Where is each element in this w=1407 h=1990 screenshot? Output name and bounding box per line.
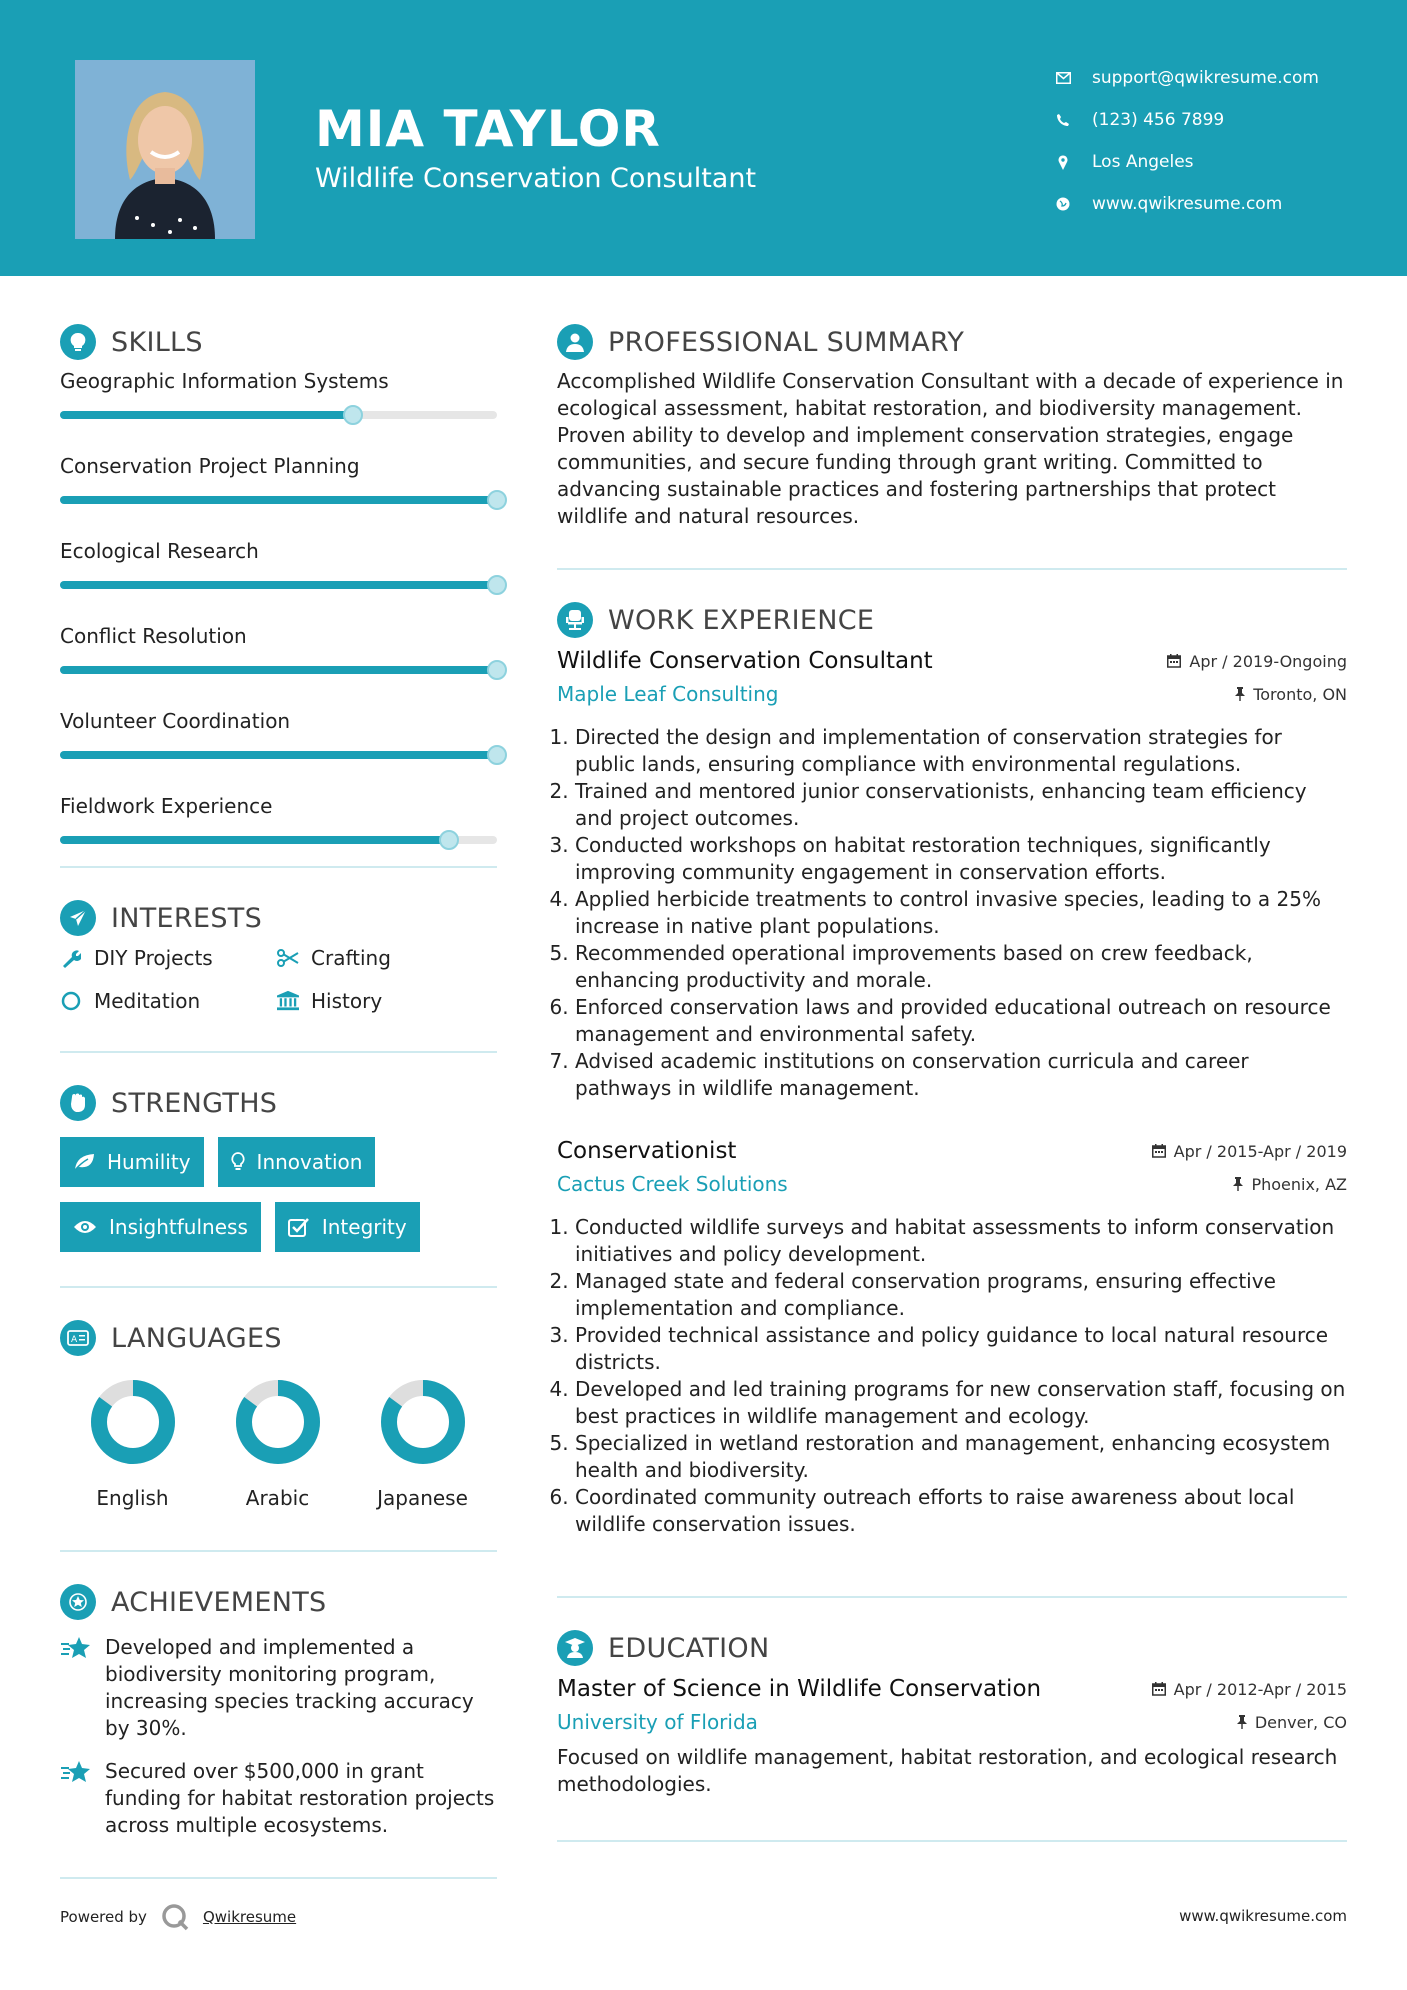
section-divider (557, 1840, 1347, 1842)
map-pin-icon (1055, 154, 1071, 170)
interests-list (60, 946, 497, 1013)
language-item (205, 1378, 350, 1510)
contact-website[interactable] (1055, 183, 1319, 225)
job-title: Wildlife Conservation Consultant (557, 648, 933, 674)
qwikresume-logo-icon (161, 1903, 189, 1931)
achievements-heading (60, 1582, 497, 1622)
strengths-heading (60, 1083, 497, 1123)
job-location-text: Toronto, ON (1253, 684, 1347, 704)
calendar-icon (1152, 1682, 1166, 1696)
skill-bar (60, 666, 497, 674)
language-level-donut (379, 1378, 467, 1466)
skill-item (60, 451, 497, 504)
language-item (60, 1378, 205, 1510)
job-duties (557, 724, 1347, 1102)
profile-photo (75, 60, 255, 239)
strength-label: Humility (107, 1150, 191, 1174)
skill-item (60, 706, 497, 759)
job-date-text: Apr / 2015-Apr / 2019 (1173, 1141, 1347, 1161)
svg-text:A: A (71, 1335, 78, 1345)
skill-item (60, 791, 497, 844)
education-date-text: Apr / 2012-Apr / 2015 (1173, 1679, 1347, 1699)
skill-label: Fieldwork Experience (60, 794, 273, 818)
job-title: Conservationist (557, 1138, 737, 1164)
job-duties (557, 1214, 1347, 1538)
star-badge-icon (60, 1584, 96, 1620)
leaf-icon (73, 1153, 95, 1171)
strengths-list (60, 1137, 480, 1252)
job-company: Maple Leaf Consulting (557, 682, 779, 706)
job-location-text: Phoenix, AZ (1251, 1174, 1347, 1194)
interest-label: DIY Projects (94, 946, 213, 970)
achievement-item (60, 1758, 497, 1839)
candidate-name: MIA TAYLOR (315, 100, 661, 158)
globe-icon (1055, 196, 1071, 212)
office-chair-icon (557, 602, 593, 638)
skill-bar-fill (60, 751, 497, 759)
duty-item: 5. Recommended operational improvements based on crew feedback, enhancing productivity and morale. (575, 940, 1347, 994)
skill-bar-knob (487, 575, 507, 595)
strength-label: Insightfulness (109, 1215, 248, 1239)
duty-item: 4. Applied herbicide treatments to control invasive species, leading to a 25% increase in native plant populations. (575, 886, 1347, 940)
skill-bar (60, 751, 497, 759)
language-label: English (96, 1486, 169, 1510)
language-level-donut (234, 1378, 322, 1466)
education-description: Focused on wildlife management, habitat restoration, and ecological research methodologies. (557, 1745, 1338, 1796)
duty-item: 5. Specialized in wetland restoration and management, enhancing ecosystem health and biodiversity. (575, 1430, 1347, 1484)
interest-item (60, 989, 277, 1013)
section-divider (60, 1877, 497, 1879)
section-divider (557, 568, 1347, 570)
skill-bar (60, 411, 497, 419)
interest-label: Crafting (311, 946, 391, 970)
interest-label: Meditation (94, 989, 201, 1013)
interests-title: INTERESTS (111, 902, 263, 934)
interest-item (277, 946, 477, 970)
museum-icon (277, 990, 299, 1012)
language-icon (60, 1320, 96, 1356)
user-icon (557, 324, 593, 360)
pushpin-icon (1236, 1715, 1248, 1729)
contact-email-text: support@qwikresume.com (1092, 68, 1319, 88)
strengths-title: STRENGTHS (111, 1087, 278, 1119)
achievement-text: Developed and implemented a biodiversity monitoring program, increasing species tracking accuracy by 30%. (105, 1635, 474, 1740)
section-divider (557, 1596, 1347, 1598)
circle-icon (60, 990, 82, 1012)
skill-label: Volunteer Coordination (60, 709, 291, 733)
skill-label: Conflict Resolution (60, 624, 247, 648)
fist-icon (60, 1085, 96, 1121)
skill-item (60, 621, 497, 674)
language-label: Japanese (377, 1486, 468, 1510)
phone-icon (1055, 112, 1071, 128)
calendar-icon (1167, 654, 1181, 668)
skill-bar-knob (343, 405, 363, 425)
summary-text: Accomplished Wildlife Conservation Consultant with a decade of experience in ecological assessment, habitat restoration, and biodiversity management. Proven ability to develop and implement conservation strategies, engage communities, and secure funding through grant writing. Committed to advancing sustainable practices and fostering partnerships that protect wildlife and natural resources. (557, 369, 1344, 528)
calendar-icon (1152, 1144, 1166, 1158)
lightbulb-icon (60, 324, 96, 360)
summary-heading (557, 322, 1347, 362)
job-location (1234, 685, 1347, 704)
education-heading (557, 1628, 1347, 1668)
graduate-icon (557, 1630, 593, 1666)
skill-label: Conservation Project Planning (60, 454, 360, 478)
contact-email[interactable] (1055, 57, 1319, 99)
powered-by-label: Powered by (60, 1908, 147, 1926)
pushpin-icon (1232, 1177, 1244, 1191)
star-icon (60, 1758, 90, 1839)
skill-bar (60, 496, 497, 504)
duty-item: 4. Developed and led training programs for new conservation staff, focusing on best practices in wildlife management and ecology. (575, 1376, 1347, 1430)
languages-title: LANGUAGES (111, 1322, 282, 1354)
powered-by (60, 1903, 296, 1931)
header-banner (0, 0, 1407, 276)
skills-list (60, 366, 497, 844)
achievement-item (60, 1634, 497, 1742)
skills-heading (60, 322, 497, 362)
skill-bar-knob (487, 660, 507, 680)
section-divider (60, 1550, 497, 1552)
skill-label: Geographic Information Systems (60, 369, 389, 393)
duty-item: 6. Coordinated community outreach efforts to raise awareness about local wildlife conservation issues. (575, 1484, 1347, 1538)
skills-title: SKILLS (111, 326, 203, 358)
skill-bar-fill (60, 666, 497, 674)
skill-bar-fill (60, 836, 449, 844)
skill-bar-knob (487, 745, 507, 765)
language-item (350, 1378, 495, 1510)
strength-label: Innovation (256, 1150, 363, 1174)
section-divider (60, 1051, 497, 1053)
job-date (1152, 1142, 1347, 1161)
contact-location (1055, 141, 1319, 183)
interest-item (60, 946, 277, 970)
strength-chip (275, 1202, 420, 1252)
star-icon (60, 1634, 90, 1742)
education-date (1152, 1680, 1347, 1699)
left-column (60, 322, 497, 1909)
languages-heading (60, 1318, 497, 1358)
strength-chip (218, 1137, 376, 1187)
skill-label: Ecological Research (60, 539, 259, 563)
candidate-role: Wildlife Conservation Consultant (315, 163, 757, 194)
education-location-text: Denver, CO (1254, 1712, 1347, 1732)
skill-bar-fill (60, 581, 497, 589)
education-location (1236, 1713, 1347, 1732)
duty-item: 3. Provided technical assistance and policy guidance to local natural resource districts. (575, 1322, 1347, 1376)
language-label: Arabic (245, 1486, 310, 1510)
skill-bar-knob (439, 830, 459, 850)
duty-item: 6. Enforced conservation laws and provided educational outreach on resource management and environmental safety. (575, 994, 1347, 1048)
qwikresume-link[interactable]: Qwikresume (202, 1908, 297, 1926)
languages-list (60, 1378, 497, 1510)
strength-chip (60, 1137, 204, 1187)
language-level-donut (89, 1378, 177, 1466)
skill-item (60, 366, 497, 419)
contact-website-text: www.qwikresume.com (1092, 194, 1283, 214)
contact-phone-text: (123) 456 7899 (1092, 110, 1225, 130)
section-divider (60, 866, 497, 868)
contact-location-text: Los Angeles (1092, 152, 1194, 172)
skill-bar (60, 836, 497, 844)
footer-url[interactable]: www.qwikresume.com (1179, 1907, 1347, 1925)
scissors-icon (277, 947, 299, 969)
pushpin-icon (1234, 687, 1246, 701)
check-square-icon (288, 1217, 310, 1237)
duty-item: 7. Advised academic institutions on conservation curricula and career pathways in wildlife management. (575, 1048, 1347, 1102)
contact-list (1055, 57, 1319, 225)
education-title: EDUCATION (608, 1632, 770, 1664)
job-entry (557, 1136, 1347, 1538)
duty-item: 1. Conducted wildlife surveys and habitat assessments to inform conservation initiatives and policy development. (575, 1214, 1347, 1268)
right-column (557, 322, 1347, 1842)
experience-heading (557, 600, 1347, 640)
interest-label: History (311, 989, 383, 1013)
skill-bar-fill (60, 496, 497, 504)
job-date-text: Apr / 2019-Ongoing (1189, 651, 1347, 671)
contact-phone[interactable] (1055, 99, 1319, 141)
duty-item: 1. Directed the design and implementation of conservation strategies for public lands, ensuring compliance with environmental regulations. (575, 724, 1347, 778)
duty-item: 2. Trained and mentored junior conservationists, enhancing team efficiency and project outcomes. (575, 778, 1347, 832)
skill-bar-fill (60, 411, 353, 419)
skill-bar (60, 581, 497, 589)
interests-heading (60, 898, 497, 938)
section-divider (60, 1286, 497, 1288)
education-entry (557, 1674, 1347, 1798)
school-name: University of Florida (557, 1710, 758, 1734)
duty-item: 2. Managed state and federal conservation programs, ensuring effective implementation and compliance. (575, 1268, 1347, 1322)
job-location (1232, 1175, 1347, 1194)
achievements-list (60, 1634, 497, 1839)
strength-label: Integrity (321, 1215, 407, 1239)
lightbulb-icon (231, 1152, 245, 1172)
summary-title: PROFESSIONAL SUMMARY (608, 326, 965, 358)
paper-plane-icon (60, 900, 96, 936)
interest-item (277, 989, 477, 1013)
degree-title: Master of Science in Wildlife Conservation (557, 1676, 1042, 1702)
job-company: Cactus Creek Solutions (557, 1172, 788, 1196)
strength-chip (60, 1202, 261, 1252)
experience-title: WORK EXPERIENCE (608, 604, 875, 636)
wrench-icon (60, 947, 82, 969)
achievement-text: Secured over $500,000 in grant funding for habitat restoration projects across multiple ecosystems. (105, 1759, 495, 1837)
duty-item: 3. Conducted workshops on habitat restoration techniques, significantly improving community engagement in conservation efforts. (575, 832, 1347, 886)
job-date (1167, 652, 1347, 671)
achievements-title: ACHIEVEMENTS (111, 1586, 327, 1618)
skill-bar-knob (487, 490, 507, 510)
envelope-icon (1055, 70, 1071, 86)
skill-item (60, 536, 497, 589)
job-entry (557, 646, 1347, 1102)
eye-icon (73, 1219, 97, 1235)
